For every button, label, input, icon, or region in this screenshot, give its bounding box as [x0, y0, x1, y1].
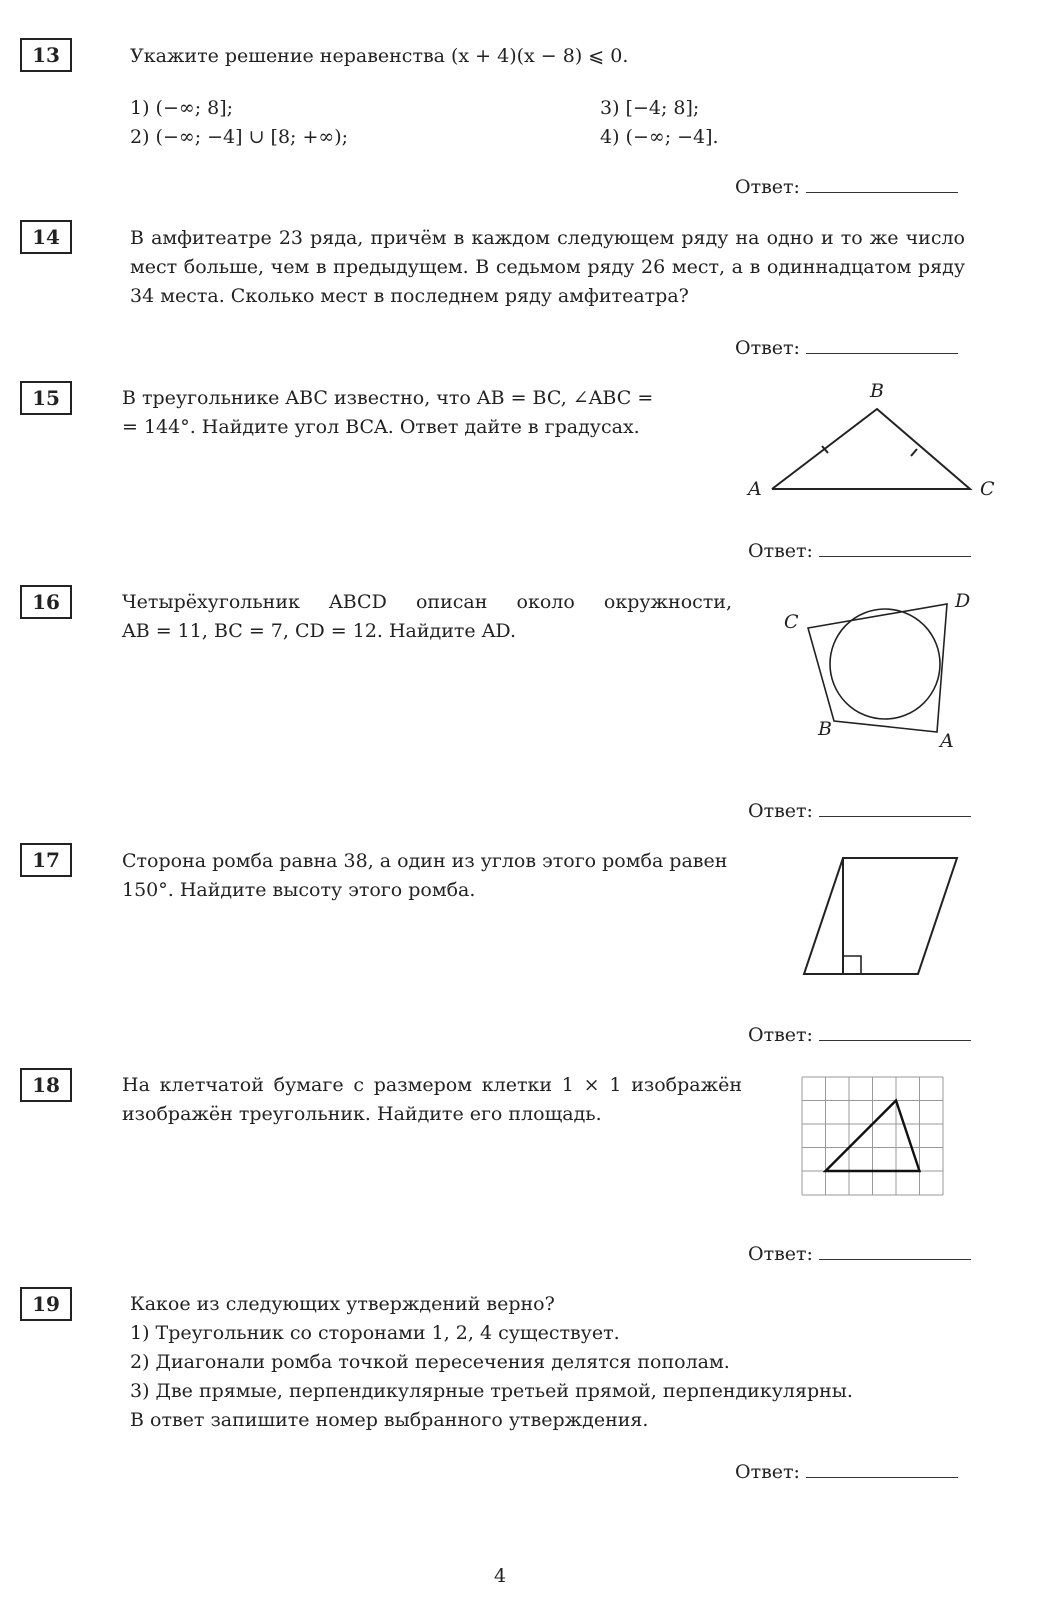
task-18-line-2: изображён треугольник. Найдите его площадь. — [122, 1103, 602, 1125]
task-number-13: 13 — [20, 38, 72, 72]
answer-line[interactable] — [819, 555, 971, 557]
answer-label: Ответ: — [748, 1243, 813, 1265]
task-number-14: 14 — [20, 220, 72, 254]
answer-line[interactable] — [806, 191, 958, 193]
answer-label: Ответ: — [748, 540, 813, 562]
task-18-grid-figure — [800, 1075, 946, 1197]
task-15-question — [122, 384, 722, 442]
task-17-question — [122, 847, 742, 905]
answer-line[interactable] — [819, 1258, 971, 1260]
tick-bc — [911, 449, 917, 456]
quadrilateral-abcd — [808, 604, 947, 732]
task-13-option-1: 1) (−∞; 8]; — [130, 97, 234, 119]
task-number-15: 15 — [20, 381, 72, 415]
answer-label: Ответ: — [735, 337, 800, 359]
task-15-line-2: = 144°. Найдите угол BCA. Ответ дайте в градусах. — [122, 416, 640, 438]
task-16-quadrilateral-figure — [770, 585, 1000, 760]
task-19-question — [130, 1290, 980, 1435]
task-15-answer[interactable] — [748, 540, 971, 562]
right-angle-mark — [843, 956, 861, 974]
label-c: C — [784, 611, 799, 633]
answer-line[interactable] — [806, 1476, 958, 1478]
task-17-rhombus-figure — [795, 850, 965, 980]
task-19-statement-1: 1) Треугольник со сторонами 1, 2, 4 существует. — [130, 1322, 620, 1344]
grid — [802, 1077, 943, 1195]
task-16-line-2: AB = 11, BC = 7, CD = 12. Найдите AD. — [122, 620, 517, 642]
task-13-answer[interactable] — [735, 176, 958, 198]
task-number-19: 19 — [20, 1287, 72, 1321]
task-18-line-1: На клетчатой бумаге с размером клетки 1 × 1 изображён — [122, 1074, 742, 1096]
label-a: A — [940, 730, 954, 752]
task-15-triangle-figure — [740, 375, 1000, 510]
task-17-line-2: 150°. Найдите высоту этого ромба. — [122, 879, 476, 901]
label-b: B — [870, 380, 884, 402]
task-13-question: Укажите решение неравенства (x + 4)(x − 8) ⩽ 0. — [130, 45, 629, 67]
task-17-answer[interactable] — [748, 1024, 971, 1046]
task-17-line-1: Сторона ромба равна 38, а один из углов этого ромба равен — [122, 850, 728, 872]
task-18-answer[interactable] — [748, 1243, 971, 1265]
triangle-abc — [772, 409, 970, 489]
task-15-line-1: В треугольнике ABC известно, что AB = BC, ∠ABC = — [122, 387, 654, 409]
label-b: B — [818, 718, 832, 740]
task-16-answer[interactable] — [748, 800, 971, 822]
answer-line[interactable] — [819, 815, 971, 817]
label-a: A — [748, 478, 762, 500]
task-number-18: 18 — [20, 1068, 72, 1102]
task-number-16: 16 — [20, 585, 72, 619]
task-number-17: 17 — [20, 843, 72, 877]
task-13-option-3: 3) [−4; 8]; — [600, 97, 700, 119]
answer-line[interactable] — [819, 1039, 971, 1041]
task-14-answer[interactable] — [735, 337, 958, 359]
answer-line[interactable] — [806, 352, 958, 354]
task-16-line-1: Четырёхугольник ABCD описан около окружности, — [122, 591, 732, 613]
inscribed-circle — [830, 609, 940, 719]
task-14-question: В амфитеатре 23 ряда, причём в каждом следующем ряду на одно и то же число мест больше, чем в предыдущем. В седьмом ряду 26 мест, а в одиннадцатом ряду 34 места. Сколько мест в последнем ряду амфитеатра? — [130, 227, 965, 307]
answer-label: Ответ: — [748, 800, 813, 822]
task-18-question — [122, 1071, 742, 1129]
answer-label: Ответ: — [748, 1024, 813, 1046]
task-19-statement-3: 3) Две прямые, перпендикулярные третьей прямой, перпендикулярны. — [130, 1380, 853, 1402]
task-19-answer[interactable] — [735, 1461, 958, 1483]
task-19-instruction: В ответ запишите номер выбранного утверждения. — [130, 1409, 649, 1431]
task-19-line-1: Какое из следующих утверждений верно? — [130, 1293, 555, 1315]
task-13-option-4: 4) (−∞; −4]. — [600, 126, 719, 148]
rhombus — [804, 858, 957, 974]
task-16-question — [122, 588, 732, 646]
task-13-option-2: 2) (−∞; −4] ∪ [8; +∞); — [130, 126, 349, 148]
answer-label: Ответ: — [735, 176, 800, 198]
answer-label: Ответ: — [735, 1461, 800, 1483]
task-19-statement-2: 2) Диагонали ромба точкой пересечения делятся пополам. — [130, 1351, 730, 1373]
label-d: D — [955, 590, 971, 612]
page-number: 4 — [493, 1565, 507, 1587]
label-c: C — [980, 478, 995, 500]
